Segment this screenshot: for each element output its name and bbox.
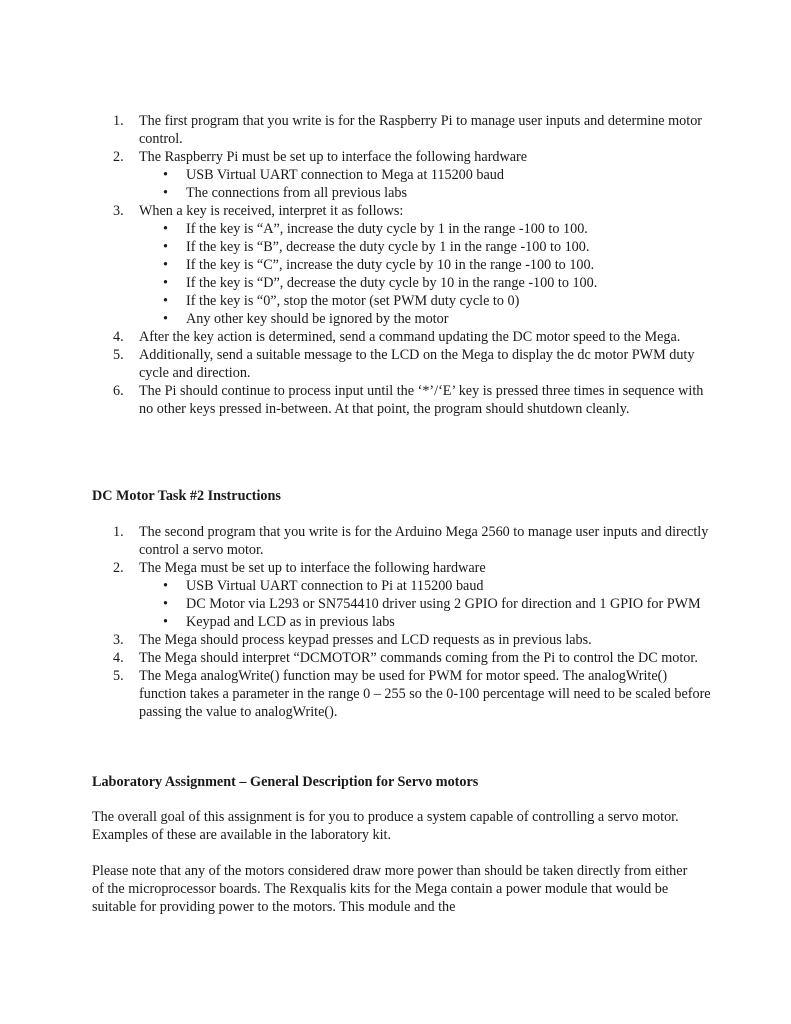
- step-text: The first program that you write is for the Raspberry Pi to manage user inputs and determine motor control.: [139, 113, 703, 147]
- task2-heading: DC Motor Task #2 Instructions: [92, 488, 281, 504]
- step-text: After the key action is determined, send a command updating the DC motor speed to the Mega.: [139, 329, 681, 345]
- step-number: 2.: [113, 149, 124, 165]
- step-number: 6.: [113, 383, 124, 399]
- task1-step-2-bullets: [139, 166, 712, 202]
- step-number: 4.: [113, 329, 124, 345]
- task1-step-1: [113, 112, 712, 148]
- step-text: Additionally, send a suitable message to the LCD on the Mega to display the dc motor PWM duty cycle and direction.: [139, 347, 695, 381]
- bullet-item: • USB Virtual UART connection to Pi at 115200 baud: [186, 577, 712, 595]
- bullet-item: • If the key is “B”, decrease the duty cycle by 1 in the range -100 to 100.: [186, 238, 712, 256]
- step-number: 3.: [113, 632, 124, 648]
- task2-step-2-bullets: [139, 577, 712, 631]
- step-number: 1.: [113, 113, 124, 129]
- step-number: 4.: [113, 650, 124, 666]
- task2-step-2: [113, 559, 712, 631]
- bullet-item: • DC Motor via L293 or SN754410 driver using 2 GPIO for direction and 1 GPIO for PWM: [186, 595, 712, 613]
- step-text: The Raspberry Pi must be set up to interface the following hardware: [139, 149, 528, 165]
- bullet-item: • If the key is “A”, increase the duty cycle by 1 in the range -100 to 100.: [186, 220, 712, 238]
- step-text: The Mega analogWrite() function may be used for PWM for motor speed. The analogWrite() function takes a parameter in the range 0 – 255 so the 0-100 percentage will need to be scaled before passing the value to analogWrite().: [139, 668, 711, 720]
- bullet-item: • The connections from all previous labs: [186, 184, 712, 202]
- bullet-item: • Keypad and LCD as in previous labs: [186, 613, 712, 631]
- task2-steps: [92, 523, 712, 721]
- servo-paragraph-2: Please note that any of the motors considered draw more power than should be taken directly from either of the microprocessor boards. The Rexqualis kits for the Mega contain a power module that would be suitable for providing power to the motors. This module and the: [92, 863, 688, 915]
- bullet-item: • If the key is “C”, increase the duty cycle by 10 in the range -100 to 100.: [186, 256, 712, 274]
- step-text: When a key is received, interpret it as follows:: [139, 203, 404, 219]
- task2-step-4: [113, 649, 712, 667]
- step-number: 1.: [113, 524, 124, 540]
- task2-step-1: [113, 523, 712, 559]
- step-text: The Pi should continue to process input until the ‘*’/‘E’ key is pressed three times in sequence with no other keys pressed in-between. At that point, the program should shutdown cleanly.: [139, 383, 704, 417]
- task2-step-5: [113, 667, 712, 721]
- step-text: The Mega should interpret “DCMOTOR” commands coming from the Pi to control the DC motor.: [139, 650, 698, 666]
- bullet-item: • If the key is “0”, stop the motor (set PWM duty cycle to 0): [186, 292, 712, 310]
- task1-step-6: [113, 382, 712, 418]
- step-text: The Mega should process keypad presses and LCD requests as in previous labs.: [139, 632, 592, 648]
- bullet-item: • If the key is “D”, decrease the duty cycle by 10 in the range -100 to 100.: [186, 274, 712, 292]
- step-number: 5.: [113, 347, 124, 363]
- step-number: 5.: [113, 668, 124, 684]
- step-number: 2.: [113, 560, 124, 576]
- bullet-item: • USB Virtual UART connection to Mega at 115200 baud: [186, 166, 712, 184]
- task1-step-3: [113, 202, 712, 328]
- servo-heading: Laboratory Assignment – General Description for Servo motors: [92, 774, 479, 790]
- step-text: The Mega must be set up to interface the following hardware: [139, 560, 486, 576]
- task2-step-3: [113, 631, 712, 649]
- task1-step-4: [113, 328, 712, 346]
- task1-step-3-bullets: [139, 220, 712, 328]
- task1-step-2: [113, 148, 712, 202]
- servo-paragraph-1: The overall goal of this assignment is for you to produce a system capable of controlling a servo motor. Examples of these are available in the laboratory kit.: [92, 809, 679, 843]
- step-number: 3.: [113, 203, 124, 219]
- task1-steps: [92, 112, 712, 418]
- step-text: The second program that you write is for the Arduino Mega 2560 to manage user inputs and directly control a servo motor.: [139, 524, 709, 558]
- bullet-item: • Any other key should be ignored by the motor: [186, 310, 712, 328]
- task1-step-5: [113, 346, 712, 382]
